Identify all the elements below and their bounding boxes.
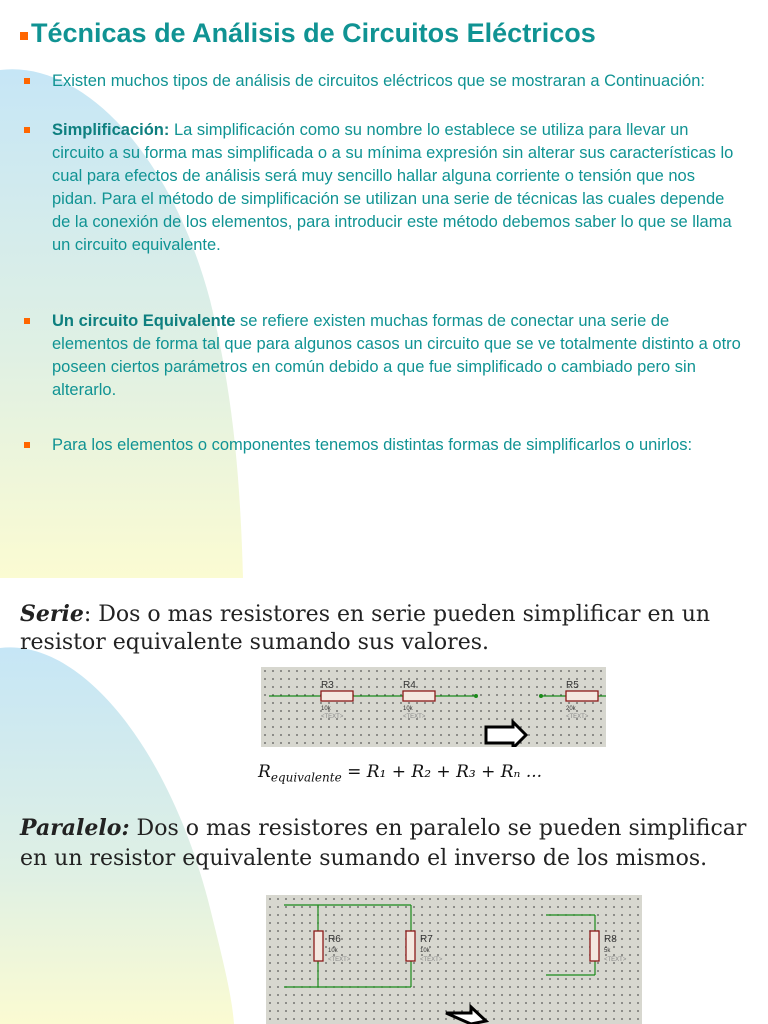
resistor-label: R6 [328, 934, 341, 945]
resistor-value: 10k [328, 948, 338, 954]
page-title: Técnicas de Análisis de Circuitos Eléctricos [20, 18, 596, 49]
resistor-label: R7 [420, 934, 433, 945]
paralelo-circuit [266, 895, 642, 1024]
resistor-label: R8 [604, 934, 617, 945]
resistor-value: 10k [420, 948, 430, 954]
list-item: Para los elementos o componentes tenemos distintas formas de simplificarlos o unirlos: [22, 434, 742, 457]
list-item: Existen muchos tipos de análisis de circuitos eléctricos que se mostraran a Continuación: [22, 70, 742, 93]
list-item: Simplificación: La simplificación como su nombre lo establece se utiliza para llevar un circuito a su forma mas simplificada o a su mínima expresión sin alterar sus características lo cual para efectos de análisis será muy sencillo hallar alguna corriente o tensión que nos pidan. Para el método de simplificación se utilizan una serie de técnicas las cuales depende de la conexión de los elementos, para introducir este método debemos saber lo que se llama un circuito equivalente. [22, 119, 742, 257]
resistor-label: R3 [321, 680, 334, 691]
resistor-text: <TEXT> [566, 714, 589, 720]
resistor-value: 10k [321, 706, 331, 712]
resistor-r5 [566, 691, 598, 701]
resistor-r6 [314, 931, 323, 961]
formula: $R_{equivalente} = R_1 + R_2 + R_3 + R_n$ ... [258, 762, 543, 785]
resistor-label: R4 [403, 680, 416, 691]
serie-circuit [261, 667, 606, 747]
paralelo-paragraph: Paralelo: Dos o mas resistores en paralelo se pueden simplificar en un resistor equivalente sumando el inverso de los mismos. [20, 815, 747, 871]
serie-paragraph: Serie: Dos o mas resistores en serie pueden simplificar en un resistor equivalente sumando sus valores. [20, 601, 711, 655]
resistor-text: <TEXT> [321, 714, 344, 720]
resistor-value: 10k [403, 706, 413, 712]
resistor-r8 [590, 931, 599, 961]
resistor-r3 [321, 691, 353, 701]
resistor-text: <TEXT> [604, 957, 627, 963]
bullet-list [22, 70, 742, 457]
resistor-r4 [403, 691, 435, 701]
resistor-text: <TEXT> [403, 714, 426, 720]
resistor-label: R5 [566, 680, 579, 691]
resistor-r7 [406, 931, 415, 961]
resistor-text: <TEXT> [420, 957, 443, 963]
resistor-value: 5k [604, 948, 611, 954]
list-item: Un circuito Equivalente se refiere existen muchas formas de conectar una serie de elementos de forma tal que para algunos casos un circuito que se ve totalmente distinto a otro poseen ciertos parámetros en común debido a que fue simplificado o cambiado pero sin alterarlo. [22, 310, 742, 402]
resistor-text: <TEXT> [328, 957, 351, 963]
resistor-value: 20k [566, 706, 576, 712]
